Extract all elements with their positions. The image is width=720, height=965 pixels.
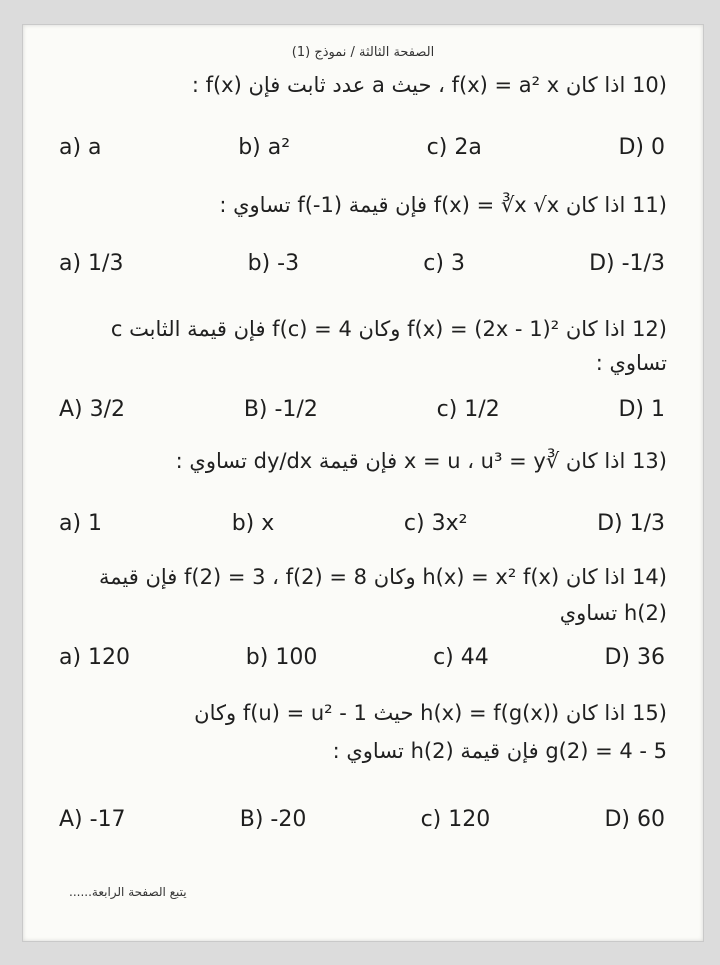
- question-text: g(2) = 4 - 5 فإن قيمة h(2) تساوي :: [332, 739, 667, 763]
- option-b[interactable]: B) -1/2: [243, 397, 318, 422]
- question-text: اذا كان ∛x = u ، u³ = y فإن قيمة dy/dx تساوي :: [175, 449, 626, 473]
- question-number: (13: [632, 449, 667, 473]
- option-b[interactable]: b) 100: [245, 645, 318, 670]
- option-a[interactable]: A) -17: [59, 807, 126, 832]
- option-d[interactable]: D) 1: [618, 397, 665, 422]
- question-text: اذا كان f(x) = a² x ، حيث a عدد ثابت فإن f(x) :: [191, 73, 626, 97]
- question-text: تساوي :: [595, 351, 667, 375]
- question-14-line2: [53, 601, 667, 625]
- question-10: [53, 73, 667, 97]
- option-d[interactable]: D) 36: [604, 645, 665, 670]
- option-d[interactable]: D) -1/3: [589, 251, 665, 276]
- question-13: [53, 449, 667, 473]
- exam-page: [22, 24, 704, 942]
- question-15: [53, 701, 667, 725]
- question-text: اذا كان f(x) = ∛x √x فإن قيمة f(-1) تساوي :: [219, 193, 626, 217]
- options-12: [59, 397, 665, 422]
- question-14: [53, 565, 667, 589]
- option-a[interactable]: a) a: [59, 135, 102, 160]
- options-14: [59, 645, 665, 670]
- question-text: h(2) تساوي: [559, 601, 667, 625]
- option-c[interactable]: c) 2a: [426, 135, 482, 160]
- option-a[interactable]: a) 1: [59, 511, 103, 536]
- question-number: (15: [632, 701, 667, 725]
- question-number: (10: [632, 73, 667, 97]
- option-a[interactable]: A) 3/2: [59, 397, 126, 422]
- option-a[interactable]: a) 1/3: [59, 251, 124, 276]
- option-b[interactable]: B) -20: [239, 807, 307, 832]
- question-text: اذا كان h(x) = f(g(x)) حيث f(u) = u² - 1 وكان: [194, 701, 626, 725]
- options-10: [59, 135, 665, 160]
- question-text: اذا كان f(x) = (2x - 1)² وكان f(c) = 4 فإن قيمة الثابت c: [110, 317, 626, 341]
- option-b[interactable]: b) a²: [238, 135, 291, 160]
- option-c[interactable]: c) 3x²: [403, 511, 468, 536]
- question-12: [53, 317, 667, 341]
- option-b[interactable]: b) x: [231, 511, 275, 536]
- question-number: (11: [632, 193, 667, 217]
- option-d[interactable]: D) 0: [618, 135, 665, 160]
- options-13: [59, 511, 665, 536]
- option-c[interactable]: c) 1/2: [436, 397, 500, 422]
- question-number: (12: [632, 317, 667, 341]
- option-a[interactable]: a) 120: [59, 645, 131, 670]
- question-15-line2: [53, 739, 667, 763]
- option-c[interactable]: c) 3: [423, 251, 465, 276]
- option-c[interactable]: c) 120: [420, 807, 491, 832]
- question-11: [53, 193, 667, 217]
- question-12-line2: [53, 351, 667, 375]
- page-header: الصفحة الثالثة / نموذج (1): [291, 45, 435, 60]
- options-15: [59, 807, 665, 832]
- option-d[interactable]: D) 60: [604, 807, 665, 832]
- page-footer: يتبع الصفحة الرابعة......: [69, 885, 187, 899]
- options-11: [59, 251, 665, 276]
- option-d[interactable]: D) 1/3: [597, 511, 665, 536]
- question-number: (14: [632, 565, 667, 589]
- option-c[interactable]: c) 44: [433, 645, 489, 670]
- option-b[interactable]: b) -3: [247, 251, 300, 276]
- question-text: اذا كان h(x) = x² f(x) وكان f(2) = 3 ، f(2) = 8 فإن قيمة: [99, 565, 626, 589]
